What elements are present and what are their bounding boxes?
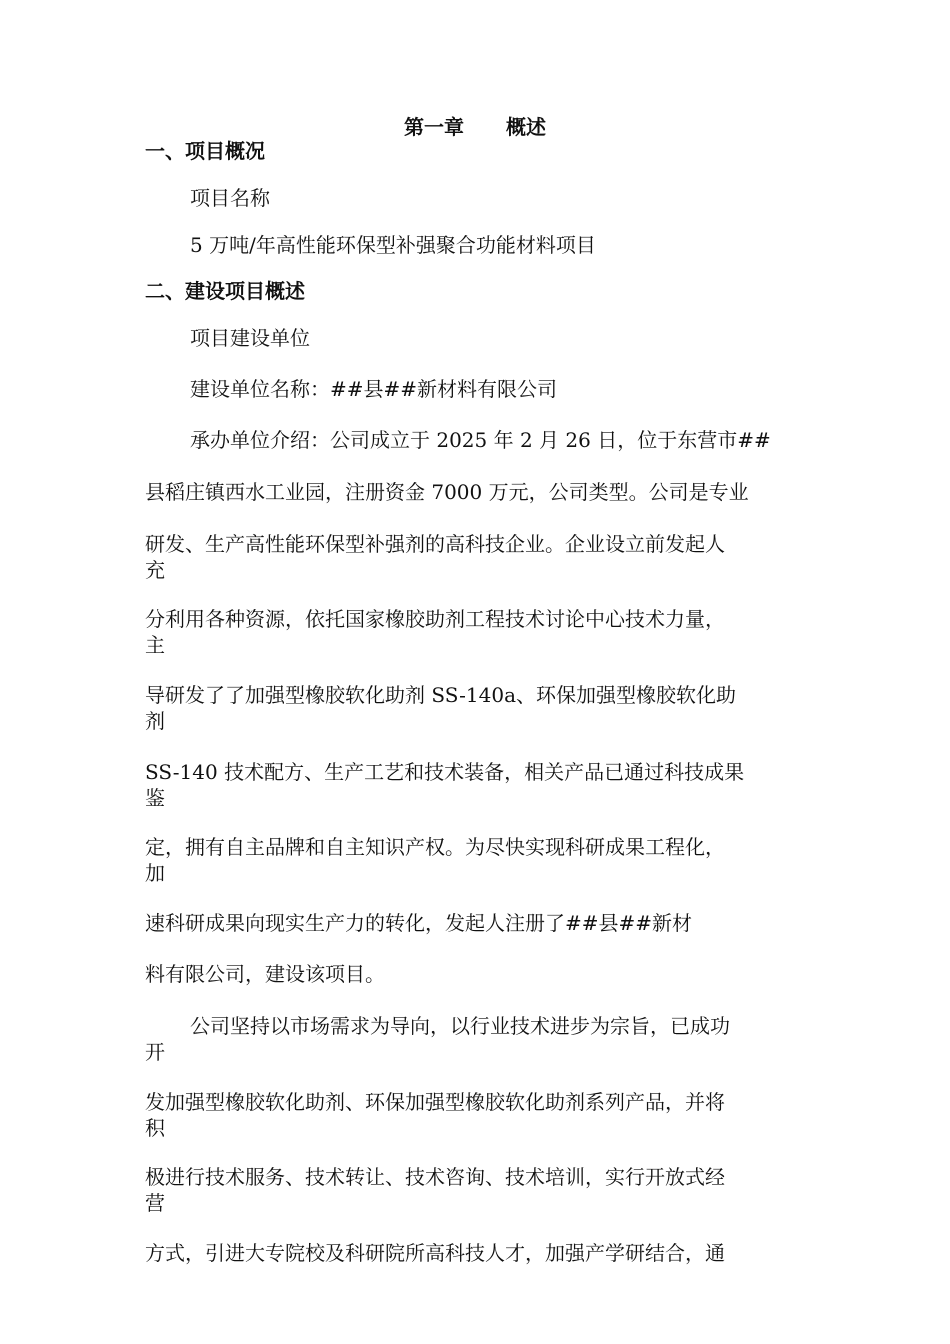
body-line: SS-140 技术配方、生产工艺和技术装备，相关产品已通过科技成果 [145, 760, 745, 784]
body-line: 极进行技术服务、技术转让、技术咨询、技术培训，实行开放式经 [145, 1165, 725, 1189]
body-line: 充 [145, 558, 165, 582]
chapter-subtitle: 概述 [506, 115, 546, 139]
body-line: 鉴 [145, 786, 165, 810]
body-line: 项目建设单位 [190, 326, 310, 350]
body-line: 积 [145, 1116, 165, 1140]
body-line: 定，拥有自主品牌和自主知识产权。为尽快实现科研成果工程化， [145, 835, 725, 859]
section-heading-1: 一、项目概况 [145, 139, 265, 163]
body-line: 加 [145, 861, 165, 885]
body-line: 公司坚持以市场需求为导向，以行业技术进步为宗旨，已成功 [190, 1014, 730, 1038]
chapter-title: 第一章 [404, 115, 464, 139]
body-line: 营 [145, 1191, 165, 1215]
body-line: 主 [145, 633, 165, 657]
body-line: 承办单位介绍：公司成立于 2025 年 2 月 26 日，位于东营市## [190, 428, 771, 452]
chapter-heading [0, 114, 950, 140]
body-line: 开 [145, 1040, 165, 1064]
body-line: 研发、生产高性能环保型补强剂的高科技企业。企业设立前发起人 [145, 532, 725, 556]
body-line: 料有限公司，建设该项目。 [145, 962, 385, 986]
body-line: 分利用各种资源，依托国家橡胶助剂工程技术讨论中心技术力量， [145, 607, 725, 631]
body-line: 速科研成果向现实生产力的转化，发起人注册了##县##新材 [145, 911, 693, 935]
body-line: 剂 [145, 709, 165, 733]
section-heading-2: 二、建设项目概述 [145, 279, 305, 303]
body-line: 项目名称 [190, 186, 270, 210]
body-line: 发加强型橡胶软化助剂、环保加强型橡胶软化助剂系列产品，并将 [145, 1090, 725, 1114]
body-line: 方式，引进大专院校及科研院所高科技人才，加强产学研结合，通 [145, 1241, 725, 1265]
body-line: 导研发了了加强型橡胶软化助剂 SS-140a、环保加强型橡胶软化助 [145, 683, 736, 707]
body-line: 5 万吨/年高性能环保型补强聚合功能材料项目 [190, 233, 596, 257]
body-line: 县稻庄镇西水工业园，注册资金 7000 万元，公司类型。公司是专业 [145, 480, 749, 504]
body-line: 建设单位名称：##县##新材料有限公司 [190, 377, 558, 401]
